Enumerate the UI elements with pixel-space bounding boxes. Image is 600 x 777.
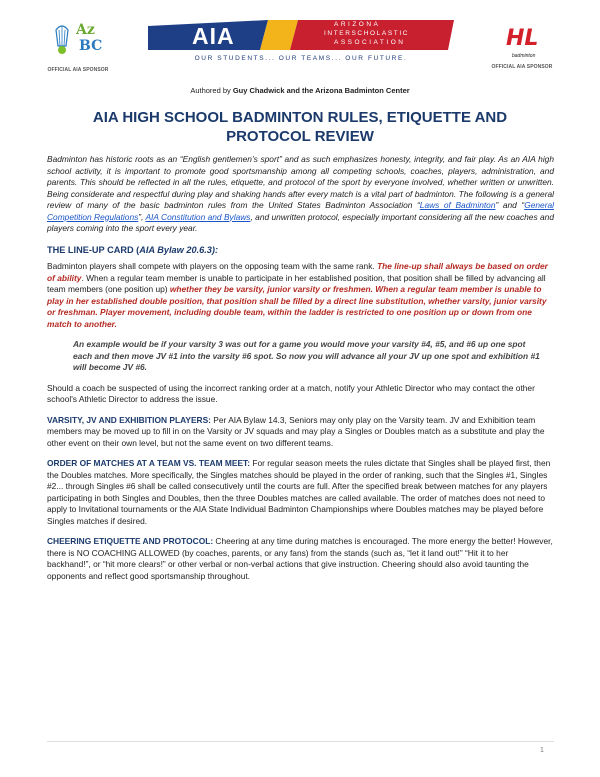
author-prefix: Authored by — [190, 86, 233, 95]
page-header — [0, 0, 600, 80]
varsity-paragraph — [47, 415, 554, 450]
varsity-text: Per AIA Bylaw 14.3, Seniors may only play on the Varsity team. JV and Exhibition team members may be moved up to fill in on the Varsity or JV squads and may play a Singles or Doubles match as a substitute and play the other event on their own level, but not the same event on two different teams. — [47, 414, 545, 448]
page-number: 1 — [540, 747, 544, 754]
order-heading: ORDER OF MATCHES AT A TEAM VS. TEAM MEET: — [47, 458, 251, 468]
lineup-after-paragraph: Should a coach be suspected of using the incorrect ranking order at a match, notify your Athletic Director who may contact the other school's Athletic Director to address the issue. — [47, 382, 535, 404]
intro-text-3: ”, — [138, 211, 146, 222]
general-competition-regulations-link[interactable]: General Competition Regulations — [47, 200, 554, 222]
right-sponsor — [482, 24, 562, 70]
intro-text-1: Badminton has historic roots as an “English gentlemen’s sport” and as such emphasizes honesty, integrity, and fair play. As an AIA high school activity, it is important to promote good sportsmanship among all competing schools, coaches, players, administration, and parents. This should be reflected in all the rules, etiquette, and protocol of the sport by everyone involved, whether written or unwritten. Being considerate and respectful during play and shaking hands after every match is a vital part of badminton. The following is a general review of many of the basic badminton rules from the United States Badminton Association “ — [47, 154, 554, 210]
aia-tagline: OUR STUDENTS... OUR TEAMS... OUR FUTURE. — [194, 55, 408, 62]
lineup-paragraph — [47, 261, 554, 330]
left-sponsor — [38, 20, 118, 73]
azbc-logo — [48, 20, 108, 62]
intro-text-2: ” and “ — [495, 200, 525, 210]
lineup-text-1: Badminton players shall compete with players on the opposing team with the same rank. — [47, 261, 378, 271]
order-paragraph — [47, 458, 554, 527]
intro-paragraph — [47, 154, 554, 235]
left-sponsor-label: OFFICIAL AIA SPONSOR — [47, 67, 109, 73]
lineup-emphasis-1: The line-up shall always be based on order of ability — [47, 261, 548, 283]
right-sponsor-label: OFFICIAL AIA SPONSOR — [491, 64, 553, 70]
aia-org-line3: ASSOCIATION — [334, 39, 406, 46]
lineup-emphasis-2: whether they be varsity, junior varsity or freshmen. When a regular team member is unable to play in her established double position, that position shall be filled by a direct line substitution, whether varsity, junior varsity or freshman. Player movement, including double team, within the ladder is restricted to one position up or down from one match to another. — [47, 284, 547, 329]
lineup-example: An example would be if your varsity 3 was out for a game you would move your varsity #4, #5, and #6 up one spot each and then move JV #1 into the varsity #6 spot. So now you will advance all your JV up one spot and exhibition #1 will become JV #6. — [73, 339, 540, 372]
aia-logo — [148, 20, 454, 50]
laws-of-badminton-link[interactable]: Laws of Badminton — [419, 200, 496, 210]
cheering-text: Cheering at any time during matches is encouraged. The more energy the better! However, there is NO COACHING ALLOWED (by coaches, parents, or any fans) from the stands (such as, “let it land out!” “Hit it to her backhand!”, or “hit more clears!” or other verbal or non-verbal actions that give instruction. Cheering should also avoid taunting the opponents and reflect good sportsmanship throughout. — [47, 536, 553, 581]
author-line — [0, 86, 600, 95]
hl-badminton-logo — [502, 24, 542, 64]
lineup-heading-bylaw: AIA Bylaw 20.6.3): — [139, 244, 219, 255]
hl-logo-text: HL — [506, 26, 539, 51]
order-text: For regular season meets the rules dictate that Singles shall be played first, then the Doubles matches. More specifically, the Singles matches should be played in the order of ranking, such that the Singles #1, Singles #2... through Singles #6 shall be called consecutively until the courts are full. After the specified break between matches for any players participating in both Singles and Doubles, then the three Doubles matches are called available. The order of matches does not need to apply to Invitational tournaments or the AIA State Individual Badminton Championships where Doubles matches may be played before Singles matches if desired. — [47, 458, 551, 526]
cheering-heading: CHEERING ETIQUETTE AND PROTOCOL: — [47, 536, 214, 546]
footer-divider — [47, 741, 554, 742]
lineup-heading — [47, 245, 554, 257]
aia-org-line2: INTERSCHOLASTIC — [324, 30, 410, 37]
azbc-logo-az: Az — [76, 22, 95, 38]
page-title: AIA HIGH SCHOOL BADMINTON RULES, ETIQUETTE AND PROTOCOL REVIEW — [92, 109, 508, 145]
varsity-heading: VARSITY, JV AND EXHIBITION PLAYERS: — [47, 414, 211, 425]
cheering-paragraph — [47, 536, 554, 582]
lineup-text-2: . When a regular team member is unable to participate in her established position, that position shall be filled by advancing all team members (one position up) — [47, 272, 546, 294]
intro-text-4: , and unwritten protocol, especially important considering all the new coaches and players coming into the sport every year. — [47, 211, 554, 233]
aia-constitution-link[interactable]: AIA Constitution and Bylaws — [145, 211, 251, 222]
author-names: Guy Chadwick and the Arizona Badminton Center — [232, 86, 410, 95]
aia-logo-text: AIA — [192, 23, 235, 49]
hl-logo-subtext: badminton — [512, 53, 536, 59]
azbc-logo-bc: BC — [79, 38, 103, 54]
document-body — [47, 154, 554, 591]
lineup-heading-text: THE LINE-UP CARD ( — [47, 244, 140, 255]
aia-org-line1: ARIZONA — [334, 21, 381, 28]
